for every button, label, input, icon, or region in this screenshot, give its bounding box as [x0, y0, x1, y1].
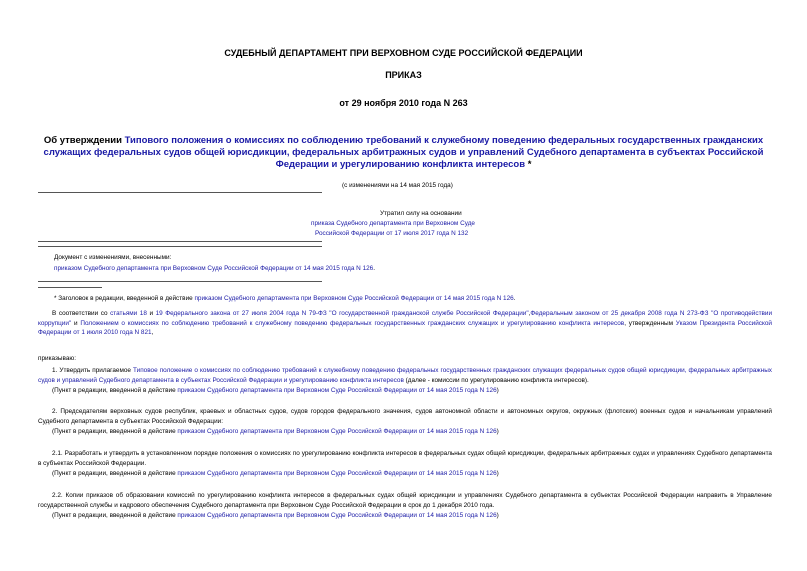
footnote-end: . [513, 295, 516, 302]
item-1-text: 1. Утвердить прилагаемое [52, 367, 134, 374]
preamble-text: и [71, 319, 81, 327]
edition-note-prefix: (Пункт в редакции, введенной в действие [52, 512, 178, 519]
edition-note-prefix: (Пункт в редакции, введенной в действие [52, 428, 178, 435]
title-link[interactable]: Типового положения о комиссиях по соблюдению требований к служебному поведению федеральных государственных гражданских служащих федеральных судов общей юрисдикции, федеральных арбитражных судов и управлений Судебного департамента в субъектах Российской Федерации и урегулированию конфликта интересов [43, 135, 764, 170]
preamble-text: В соответствии со [52, 310, 111, 317]
item-2-2: 2.2. Копии приказов об образовании комиссий по урегулированию конфликта интересов в федеральных судах общей юрисдикции и управлениях Судебного департамента в субъектах Российской Федерации направить в Управление государственной службы и кадрового обеспечения Судебного департамента при Верховном Суде Российской Федерации в срок до 1 декабря 2010 года. [38, 492, 772, 509]
edition-note-prefix: (Пункт в редакции, введенной в действие [52, 470, 178, 477]
lost-force-link-line3[interactable]: Российской Федерации от 17 июля 2017 года N 132 [315, 230, 469, 237]
edition-note-link[interactable]: приказом Судебного департамента при Верховном Суде Российской Федерации от 14 мая 2015 года N 126 [177, 428, 497, 435]
footnote-text: * Заголовок в редакции, введенной в действие [54, 295, 195, 302]
footnote [54, 294, 516, 304]
item-2-1: 2.1. Разработать и утвердить в установленном порядке положения о комиссиях по урегулированию конфликта интересов в федеральных судах общей юрисдикции, федеральных арбитражных судах и управлениях Судебного департамента в субъектах Российской Федерации. [38, 450, 772, 467]
changes-end: . [373, 265, 376, 272]
edition-note-suffix: ) [496, 387, 499, 394]
divider [38, 246, 322, 247]
amended-note: (с изменениями на 14 мая 2015 года) [342, 182, 453, 189]
preamble-text: , [528, 310, 531, 317]
footnote-link[interactable]: приказом Судебного департамента при Верховном Суде Российской Федерации от 14 мая 2015 года N 126 [194, 295, 514, 302]
edition-note-prefix: (Пункт в редакции, введенной в действие [52, 387, 178, 394]
edition-note [38, 469, 772, 479]
edition-note-suffix: ) [496, 428, 499, 435]
edition-note-suffix: ) [496, 512, 499, 519]
preamble [38, 309, 772, 338]
preamble-text: , [151, 329, 154, 337]
item-2: 2. Председателям верховных судов республик, краевых и областных судов, судов городов федерального значения, судов автономной области и автономных округов, окружных (флотских) военных судов и начальникам управлений Судебного департамента в субъектах Российской Федерации: [38, 408, 772, 425]
footnote-divider [38, 287, 102, 288]
preamble-text: и [146, 310, 156, 317]
item-1-text: (далее - комиссии по урегулированию конфликта интересов). [403, 376, 589, 384]
preamble-link[interactable]: Указом Президента Российской Федерации от 1 июля 2010 года N 821 [38, 319, 772, 337]
changes-label: Документ с изменениями, внесенными: [54, 254, 172, 261]
preamble-text: , утвержденным [624, 319, 676, 327]
edition-note-link[interactable]: приказом Судебного департамента при Верховном Суде Российской Федерации от 14 мая 2015 года N 126 [177, 470, 497, 477]
divider [38, 192, 322, 193]
date-number: от 29 ноября 2010 года N 263 [339, 98, 468, 108]
document-title [30, 135, 777, 171]
orders-label: приказываю: [38, 355, 76, 362]
changes-ref [54, 264, 375, 274]
preamble-link[interactable]: 19 Федерального закона от 27 июля 2004 года N 79-ФЗ "О государственной гражданской службе Российской Федерации" [155, 310, 529, 317]
edition-note-link[interactable]: приказом Судебного департамента при Верховном Суде Российской Федерации от 14 мая 2015 года N 126 [177, 512, 497, 519]
edition-note-link[interactable]: приказом Судебного департамента при Верховном Суде Российской Федерации от 14 мая 2015 года N 126 [177, 387, 497, 394]
item-1 [38, 366, 772, 385]
title-suffix: * [525, 159, 532, 170]
changes-link[interactable]: приказом Судебного департамента при Верховном Суде Российской Федерации от 14 мая 2015 года N 126 [54, 265, 374, 272]
edition-note [38, 511, 772, 521]
edition-note-suffix: ) [496, 470, 499, 477]
org-heading: СУДЕБНЫЙ ДЕПАРТАМЕНТ ПРИ ВЕРХОВНОМ СУДЕ РОССИЙСКОЙ ФЕДЕРАЦИИ [224, 48, 583, 58]
preamble-link[interactable]: Положением о комиссиях по соблюдению требований к служебному поведению федеральных государственных гражданских служащих и урегулированию конфликта интересов [80, 319, 625, 327]
lost-force-line1: Утратил силу на основании [380, 210, 462, 217]
preamble-link[interactable]: статьями 18 [110, 310, 147, 317]
lost-force-link-line2[interactable]: приказа Судебного департамента при Верховном Суде [311, 220, 475, 227]
preamble-link[interactable]: Федеральным законом от 25 декабря 2008 года N 273-ФЗ "О противодействии коррупции" [38, 310, 773, 327]
divider [38, 281, 322, 282]
title-prefix: Об утверждении [43, 135, 125, 146]
edition-note [38, 427, 772, 437]
doc-type: ПРИКАЗ [385, 70, 422, 80]
edition-note [38, 386, 772, 396]
divider [38, 241, 322, 242]
item-1-link[interactable]: Типовое положение о комиссиях по соблюдению требований к служебному поведению федеральных государственных гражданских служащих федеральных судов общей юрисдикции, федеральных арбитражных судов и управлений Судебного департамента в субъектах Российской Федерации и урегулированию конфликта интересов [38, 367, 772, 384]
